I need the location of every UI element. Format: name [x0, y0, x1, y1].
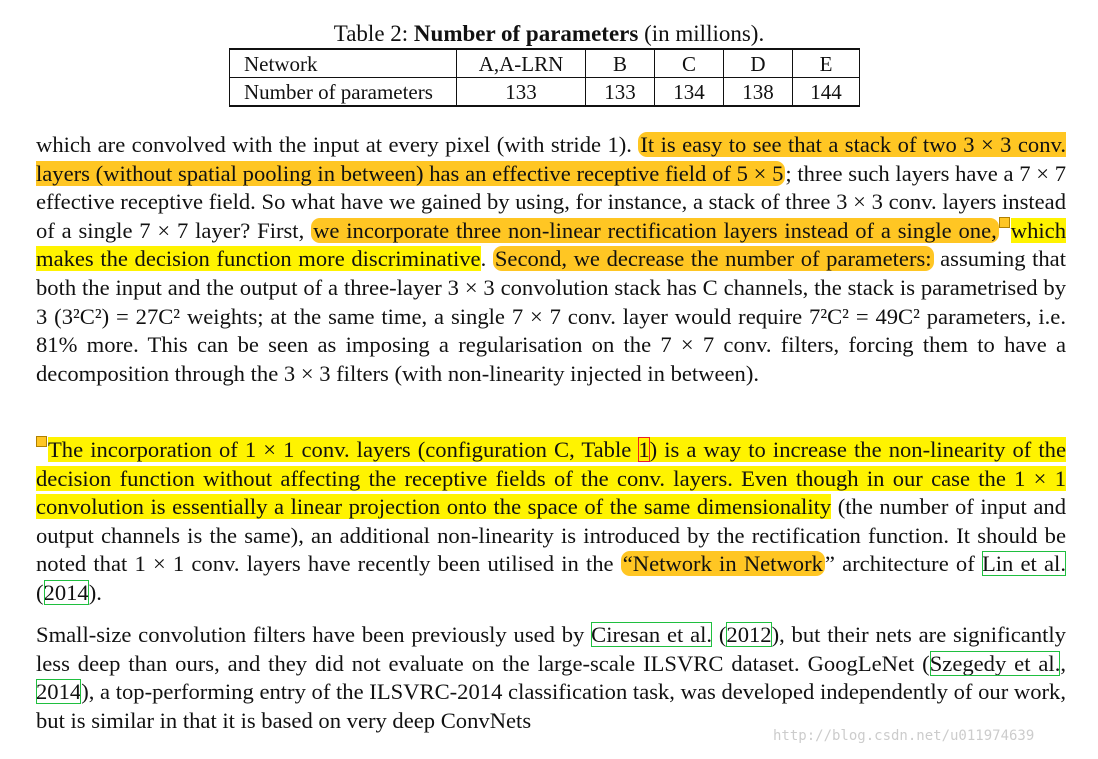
caption-bold: Number of parameters	[413, 21, 639, 46]
table-caption	[0, 19, 1098, 49]
highlight-orange[interactable]: It is easy to see that a stack of two 3 × 3 conv. layers (without spatial pooling in between) has an effective receptive field of 5 × 5	[36, 132, 1066, 186]
text-span: ” architecture of	[824, 551, 982, 577]
table-cell: E	[793, 49, 860, 78]
watermark: http://blog.csdn.net/u011974639	[773, 728, 1035, 744]
table-row	[230, 78, 860, 107]
text-span: assuming that both the input and the output of a three-layer 3 × 3 convolution stack has C channels, the stack is parametrised by 3 (3²C²) = 27C² weights; at the same time, a single 7 × 7 conv. layer would require 7²C² = 49C² parameters, i.e. 81% more. This can be seen as imposing a regularisation on the 7 × 7 conv. filters, forcing them to have a decomposition through the 3 × 3 filters (with non-linearity injected in between).	[36, 246, 1066, 386]
text-span: .	[480, 246, 487, 272]
citation-year-link[interactable]: 2014	[43, 579, 89, 605]
highlight-orange[interactable]: we incorporate three non-linear rectification layers instead of a single one,	[313, 217, 997, 243]
citation-author-link[interactable]: Szegedy et al.	[929, 650, 1061, 676]
citation-year-link[interactable]: 2012	[726, 622, 772, 647]
table-reference-link[interactable]: 1	[638, 437, 650, 462]
text-span: Small-size convolution filters have been previously used by	[36, 622, 592, 647]
table-cell: 134	[655, 78, 724, 107]
caption-suffix: (in millions).	[644, 21, 765, 46]
table-cell: 144	[793, 78, 860, 107]
text-span: (	[712, 622, 727, 647]
table-cell: A,A-LRN	[457, 49, 586, 78]
table-cell: Number of parameters	[230, 78, 457, 107]
parameters-table	[229, 48, 860, 107]
highlight-orange[interactable]: Second, we decrease the number of parameters:	[494, 246, 932, 272]
paragraph-receptive-field	[36, 131, 1066, 388]
paragraph-1x1-conv	[36, 436, 1066, 608]
table-cell: 138	[724, 78, 793, 107]
text-span: (	[36, 579, 44, 605]
text-span: (the number of input and output channels is the same), an additional non-linearity is introduced by the rectification function. It should be noted that 1 × 1 conv. layers have recently been utilised in the	[36, 494, 1066, 577]
table-cell: C	[655, 49, 724, 78]
highlight-yellow[interactable]: which makes the decision function more discriminative	[36, 217, 1066, 272]
annotation-note-icon[interactable]	[999, 217, 1010, 228]
text-span: ) is a way to increase the non-linearity of the decision function without affecting the receptive fields of the conv. layers. Even though in our case the 1 × 1 convolution is essentially a linear projection onto the space of the same dimensionality	[36, 437, 1066, 520]
table-cell: D	[724, 49, 793, 78]
text-span: ), but their nets are significantly less deep than ours, and they did not evaluate on the large-scale ILSVRC dataset. GoogLeNet (	[36, 622, 1066, 676]
caption-prefix: Table 2:	[333, 21, 409, 46]
text-span: ).	[88, 579, 102, 605]
text-span: ,	[1060, 650, 1066, 676]
citation-year-link[interactable]: 2014	[36, 679, 82, 705]
text-span: ), a top-performing entry of the ILSVRC-2014 classification task, was developed independently of our work, but is similar in that it is based on very deep ConvNets	[36, 679, 1066, 733]
text-span: ; three such layers have a 7 × 7 effective receptive field. So what have we gained by using, for instance, a stack of three 3 × 3 conv. layers instead of a single 7 × 7 layer? First,	[36, 160, 1066, 243]
table-cell: Network	[230, 49, 457, 78]
table-cell: 133	[586, 78, 655, 107]
table-cell: 133	[457, 78, 586, 107]
table-cell: B	[586, 49, 655, 78]
citation-author-link[interactable]: Lin et al.	[981, 551, 1066, 577]
text-span: The incorporation of 1 × 1 conv. layers (configuration C, Table	[48, 437, 639, 462]
citation-author-link[interactable]: Ciresan et al.	[591, 622, 713, 647]
text-span: which are convolved with the input at every pixel (with stride 1).	[36, 132, 632, 157]
paragraph-related-work	[36, 621, 1066, 735]
highlight-orange[interactable]: “Network in Network	[622, 551, 823, 577]
table-header-row	[230, 49, 860, 78]
annotation-note-icon[interactable]	[36, 436, 47, 447]
